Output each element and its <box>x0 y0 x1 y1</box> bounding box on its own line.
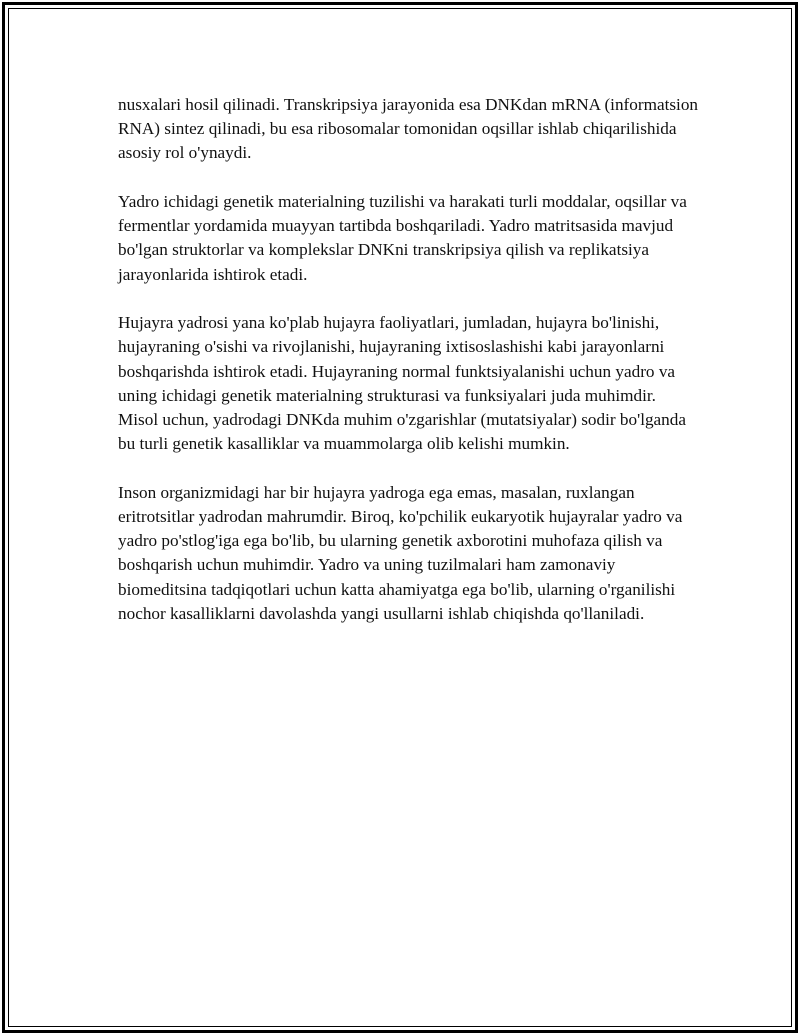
paragraph-3: Hujayra yadrosi yana ko'plab hujayra faoliyatlari, jumladan, hujayra bo'linishi, hujayraning o'sishi va rivojlanishi, hujayraning ixtisoslashishi kabi jarayonlarni boshqarishda ishtirok etadi. Hujayraning normal funktsiyalanishi uchun yadro va uning ichidagi genetik materialning strukturasi va funksiyalari juda muhimdir. Misol uchun, yadrodagi DNKda muhim o'zgarishlar (mutatsiyalar) sodir bo'lganda bu turli genetik kasalliklar va muammolarga olib kelishi mumkin. <box>118 313 687 454</box>
document-body <box>118 93 698 650</box>
paragraph-4: Inson organizmidagi har bir hujayra yadroga ega emas, masalan, ruxlangan eritrotsitlar yadrodan mahrumdir. Biroq, ko'pchilik eukaryotik hujayralar yadro va yadro po'stlog'iga ega bo'lib, bu ularning genetik axborotini muhofaza qilish va boshqarish uchun muhimdir. Yadro va uning tuzilmalari ham zamonaviy biomeditsina tadqiqotlari uchun katta ahamiyatga ega bo'lib, ularning o'rganilishi nochor kasalliklarni davolashda yangi usullarni ishlab chiqishda qo'llaniladi. <box>118 482 683 623</box>
paragraph-1: nusxalari hosil qilinadi. Transkripsiya jarayonida esa DNKdan mRNA (informatsion RNA) sintez qilinadi, bu esa ribosomalar tomonidan oqsillar ishlab chiqarilishida asosiy rol o'ynaydi. <box>118 95 699 163</box>
paragraph-2: Yadro ichidagi genetik materialning tuzilishi va harakati turli moddalar, oqsillar va fermentlar yordamida muayyan tartibda boshqariladi. Yadro matritsasida mavjud bo'lgan struktorlar va komplekslar DNKni transkripsiya qilish va replikatsiya jarayonlarida ishtirok etadi. <box>118 192 687 284</box>
